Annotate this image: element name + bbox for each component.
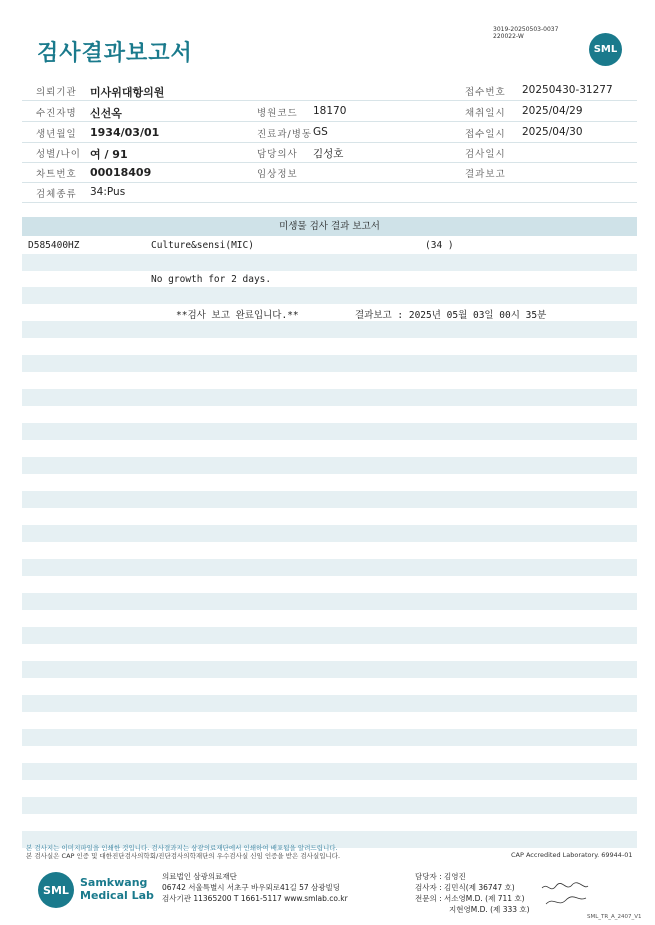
test-name: Culture&sensi(MIC) xyxy=(151,240,254,251)
label-specimen-type: 검체종류 xyxy=(36,189,77,200)
lab-address xyxy=(162,871,348,904)
page-title: 검사결과보고서 xyxy=(37,41,193,66)
stripe xyxy=(22,491,637,508)
label-birth-date: 생년월일 xyxy=(36,129,77,140)
label-test-date: 검사일시 xyxy=(465,149,506,160)
stripe xyxy=(22,457,637,474)
value-doctor: 김성호 xyxy=(313,148,344,160)
value-receipt-no: 20250430-31277 xyxy=(522,84,613,96)
document-id-line-2: 220022-W xyxy=(493,33,524,40)
stripe xyxy=(22,593,637,610)
section-header: 미생물 검사 결과 보고서 xyxy=(22,217,637,236)
test-code: D585400HZ xyxy=(28,240,80,251)
stripe xyxy=(22,525,637,542)
signature-image xyxy=(540,880,590,910)
info-row-sex-age xyxy=(22,142,637,163)
address-line-2: 06742 서울특별시 서초구 바우뫼로41길 57 삼광빌딩 xyxy=(162,883,341,892)
label-chart-no: 차트번호 xyxy=(36,169,77,180)
label-institution: 의뢰기관 xyxy=(36,87,77,98)
info-row-birth xyxy=(22,122,637,143)
document-id xyxy=(493,26,558,40)
stripe xyxy=(22,423,637,440)
stripe xyxy=(22,355,637,372)
label-receipt-no: 접수번호 xyxy=(465,87,506,98)
value-receipt-date: 2025/04/30 xyxy=(522,126,583,138)
stripe xyxy=(22,559,637,576)
value-birth-date: 1934/03/01 xyxy=(90,126,160,139)
stripe xyxy=(22,797,637,814)
stripe xyxy=(22,321,637,338)
info-row-patient xyxy=(22,101,637,122)
staff-line-4: 지현영M.D. (제 333 호) xyxy=(449,905,530,914)
info-row-chart xyxy=(22,162,637,183)
value-sex-age: 여 / 91 xyxy=(90,148,128,161)
staff-line-2: 검사자 : 김민식(제 36747 호) xyxy=(415,883,515,892)
staff-line-3: 전문의 : 서소영M.D. (제 711 호) xyxy=(415,894,525,903)
brand-name xyxy=(80,876,154,902)
label-result-report: 결과보고 xyxy=(465,169,506,180)
address-line-3: 검사기관 11365200 T 1661-5117 www.smlab.co.kr xyxy=(162,894,348,903)
stripe xyxy=(22,254,637,271)
sml-logo: SML xyxy=(589,33,622,66)
stripe xyxy=(22,627,637,644)
label-patient-name: 수진자명 xyxy=(36,108,77,119)
label-doctor: 담당의사 xyxy=(257,149,298,160)
value-institution: 미사위대항의원 xyxy=(90,86,165,99)
value-hospital-code: 18170 xyxy=(313,105,347,117)
cap-accreditation: CAP Accredited Laboratory. 69944-01 xyxy=(511,851,633,859)
report-timestamp: 결과보고 : 2025년 05월 03일 00시 35분 xyxy=(355,310,547,321)
sml-footer-logo: SML xyxy=(38,872,74,908)
brand-name-line-1: Samkwang xyxy=(80,876,148,889)
staff-line-1: 담당자 : 김영진 xyxy=(415,872,466,881)
form-number: SML_TR_A_2407_V1 xyxy=(587,914,642,920)
stripe xyxy=(22,729,637,746)
culture-finding: No growth for 2 days. xyxy=(151,274,272,285)
label-collection-date: 채취일시 xyxy=(465,108,506,119)
label-sex-age: 성별/나이 xyxy=(36,149,81,160)
brand-name-line-2: Medical Lab xyxy=(80,889,154,902)
label-department: 진료과/병동 xyxy=(257,129,313,140)
value-specimen-type: 34:Pus xyxy=(90,186,126,198)
value-patient-name: 신선옥 xyxy=(90,107,122,120)
label-clinical-info: 임상정보 xyxy=(257,169,298,180)
report-complete-message: **검사 보고 완료입니다.** xyxy=(176,310,299,321)
stripe xyxy=(22,695,637,712)
value-collection-date: 2025/04/29 xyxy=(522,105,583,117)
document-id-line-1: 3019-20250503-0037 xyxy=(493,26,559,33)
label-receipt-date: 접수일시 xyxy=(465,129,506,140)
value-chart-no: 00018409 xyxy=(90,166,152,179)
stripe xyxy=(22,661,637,678)
value-department: GS xyxy=(313,126,328,138)
staff-list xyxy=(415,871,530,915)
stripe xyxy=(22,287,637,304)
certification-notice: 본 검사실은 CAP 인증 및 대한진단검사의학회/진단검사의학재단의 우수검사실 신임 인증을 받은 검사실입니다. xyxy=(26,852,341,860)
label-hospital-code: 병원코드 xyxy=(257,108,298,119)
specimen-number: (34 ) xyxy=(425,240,454,251)
info-row-specimen xyxy=(22,182,637,203)
print-notice: 본 검사지는 이미지파일을 인쇄한 것입니다. 검사결과지는 삼광의료재단에서 인쇄하여 배포됨을 알려드립니다. xyxy=(26,844,338,852)
stripe xyxy=(22,763,637,780)
stripe xyxy=(22,389,637,406)
address-line-1: 의료법인 삼광의료재단 xyxy=(162,872,237,881)
info-row-institution xyxy=(22,80,637,101)
